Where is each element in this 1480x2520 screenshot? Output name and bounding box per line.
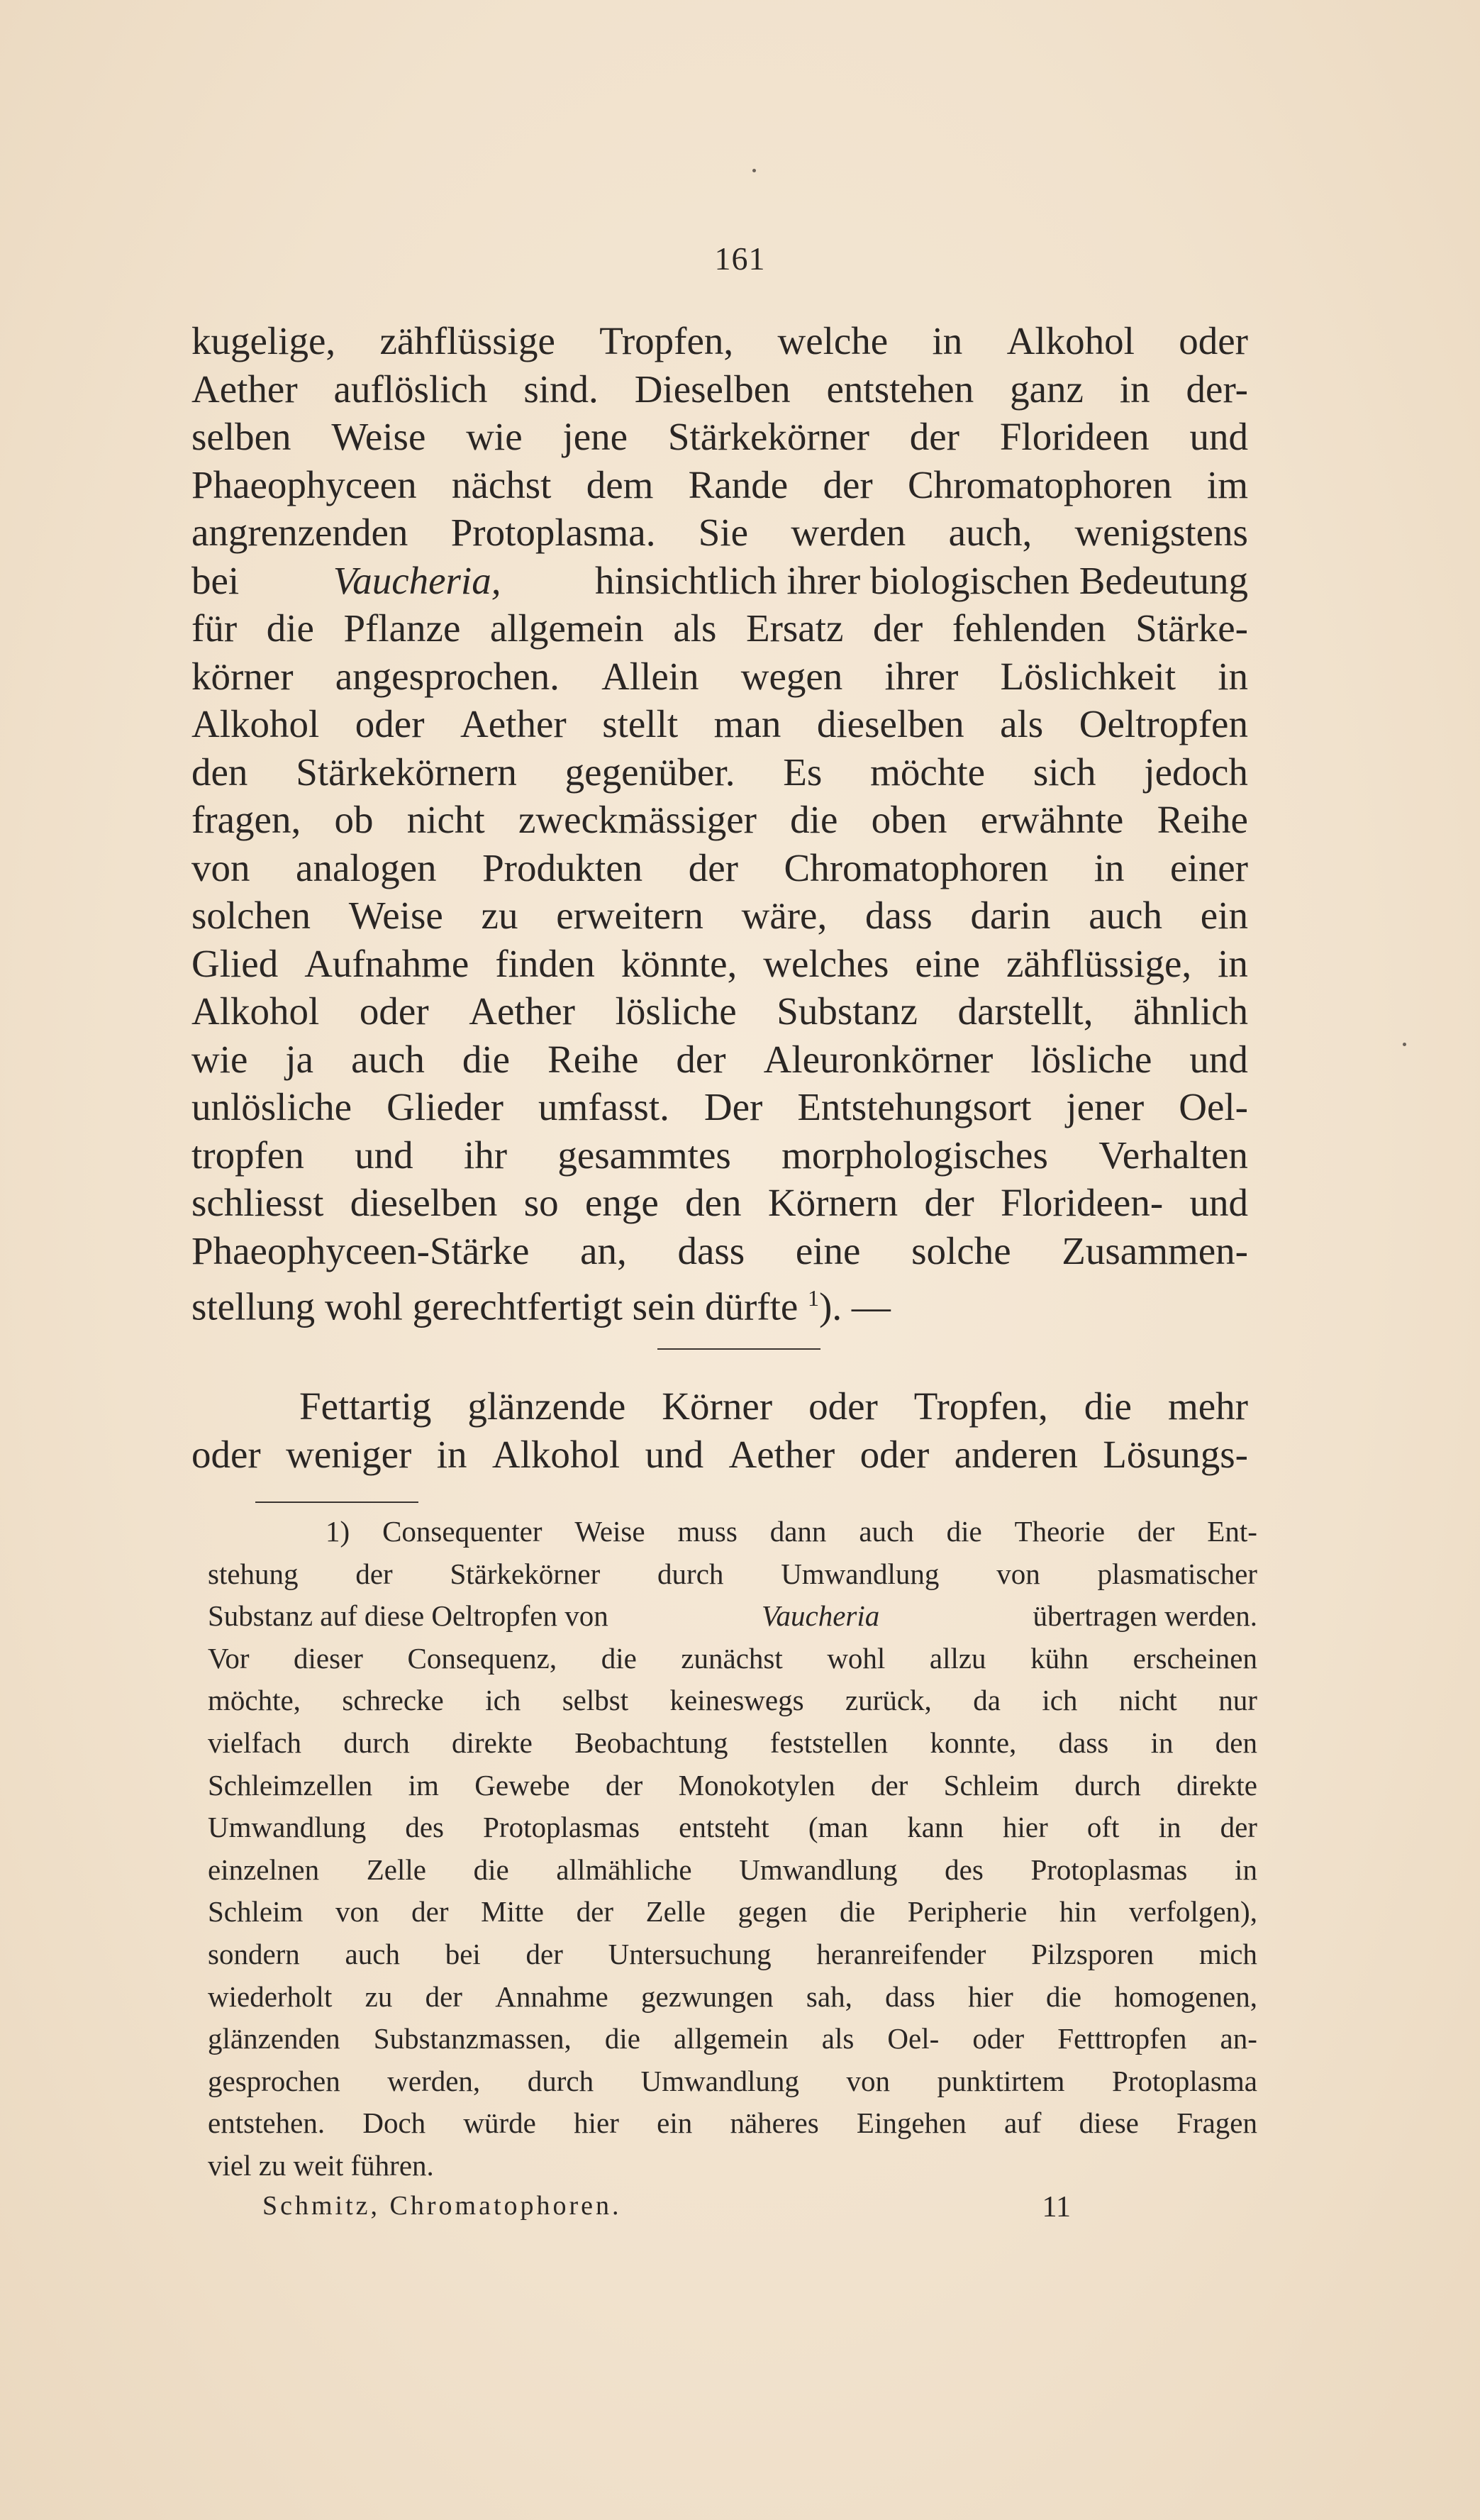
text-line: den Stärkekörnern gegenüber. Es möchte sich jedoch [191, 750, 1248, 794]
text-line: Aether auflöslich sind. Dieselben entstehen ganz in der- [191, 367, 1248, 411]
text-line: tropfen und ihr gesammtes morphologisches Verhalten [191, 1133, 1248, 1177]
footnote-line: möchte, schrecke ich selbst keineswegs zurück, da ich nicht nur [208, 1684, 1257, 1717]
text-line: Alkohol oder Aether lösliche Substanz darstellt, ähnlich [191, 989, 1248, 1033]
footnote-line: einzelnen Zelle die allmähliche Umwandlung des Protoplasmas in [208, 1853, 1257, 1886]
text-line: wie ja auch die Reihe der Aleuronkörner lösliche und [191, 1037, 1248, 1081]
footnote-marker: 1 [808, 1285, 820, 1311]
footnote-line: stehung der Stärkekörner durch Umwandlung von plasmatischer [208, 1557, 1257, 1590]
text-line: fragen, ob nicht zweckmässiger die oben erwähnte Reihe [191, 798, 1248, 841]
text-fragment: hinsichtlich ihrer biologischen Bedeutung [594, 558, 1248, 602]
text-line: angrenzenden Protoplasma. Sie werden auch, wenigstens [191, 511, 1248, 554]
text-line: unlösliche Glieder umfasst. Der Entstehungsort jener Oel- [191, 1085, 1248, 1128]
second-paragraph [191, 1382, 1248, 1477]
text-line: Phaeophyceen-Stärke an, dass eine solche Zusammen- [191, 1228, 1248, 1272]
text-fragment: übertragen werden. [1033, 1599, 1257, 1633]
text-line: oder weniger in Alkohol und Aether oder anderen Lösungs- [191, 1432, 1248, 1476]
signature-mark: 11 [1042, 2191, 1071, 2224]
text-fragment [191, 1275, 891, 1328]
text-line: für die Pflanze allgemein als Ersatz der fehlenden Stärke- [191, 606, 1248, 650]
text-line: selben Weise wie jene Stärkekörner der Florideen und [191, 415, 1248, 458]
text-fragment: stellung wohl gerechtfertigt sein dürfte [191, 1284, 799, 1328]
footnote-line: Umwandlung des Protoplasmas entsteht (man kann hier oft in der [208, 1811, 1257, 1844]
footnote-line: glänzenden Substanzmassen, die allgemein als Oel- oder Fetttropfen an- [208, 2022, 1257, 2055]
genus-name: Vaucheria [762, 1599, 880, 1633]
text-line: Alkohol oder Aether stellt man dieselben als Oeltropfen [191, 702, 1248, 745]
paper-speck [752, 169, 756, 172]
footnote [208, 1511, 1257, 2187]
footnote-line: gesprochen werden, durch Umwandlung von punktirtem Protoplasma [208, 2064, 1257, 2097]
text-line [191, 1275, 1248, 1328]
running-footer-title: Schmitz, Chromatophoren. [262, 2191, 622, 2221]
footnote-line: Schleim von der Mitte der Zelle gegen die Peripherie hin verfolgen), [208, 1895, 1257, 1928]
text-line [191, 557, 1248, 605]
text-line: schliesst dieselben so enge den Körnern der Florideen- und [191, 1181, 1248, 1224]
text-line: Glied Aufnahme finden könnte, welches eine zähflüssige, in [191, 941, 1248, 985]
page-footer [262, 2190, 1071, 2224]
footnote-rule [255, 1502, 418, 1503]
paper-speck [1403, 1043, 1406, 1046]
text-line: kugelige, zähflüssige Tropfen, welche in Alkohol oder [191, 319, 1248, 362]
footnote-line: vielfach durch direkte Beobachtung feststellen konnte, dass in den [208, 1726, 1257, 1759]
footnote-line [208, 1595, 1257, 1638]
genus-name: Vaucheria, [333, 558, 501, 602]
text-fragment: Substanz auf diese Oeltropfen von [208, 1599, 608, 1633]
text-fragment: bei [191, 558, 240, 602]
footnote-line: wiederholt zu der Annahme gezwungen sah, dass hier die homogenen, [208, 1980, 1257, 2013]
text-line: von analogen Produkten der Chromatophoren in einer [191, 845, 1248, 889]
footnote-line: 1) Consequenter Weise muss dann auch die Theorie der Ent- [326, 1515, 1257, 1548]
footnote-line: viel zu weit führen. [208, 2148, 434, 2182]
text-line: körner angesprochen. Allein wegen ihrer Löslichkeit in [191, 654, 1248, 698]
page-number: 161 [714, 240, 766, 277]
footnote-line: Vor dieser Consequenz, die zunächst wohl allzu kühn erscheinen [208, 1641, 1257, 1675]
section-divider [657, 1348, 820, 1350]
text-line: solchen Weise zu erweitern wäre, dass darin auch ein [191, 894, 1248, 937]
text-line: Fettartig glänzende Körner oder Tropfen, die mehr [299, 1384, 1248, 1428]
text-line: Phaeophyceen nächst dem Rande der Chromatophoren im [191, 462, 1248, 506]
main-paragraph [191, 317, 1248, 1328]
footnote-line: Schleimzellen im Gewebe der Monokotylen der Schleim durch direkte [208, 1768, 1257, 1802]
footnote-line: entstehen. Doch würde hier ein näheres Eingehen auf diese Fragen [208, 2107, 1257, 2140]
footnote-line: sondern auch bei der Untersuchung heranreifender Pilzsporen mich [208, 1937, 1257, 1970]
text-fragment: ). — [819, 1284, 891, 1328]
